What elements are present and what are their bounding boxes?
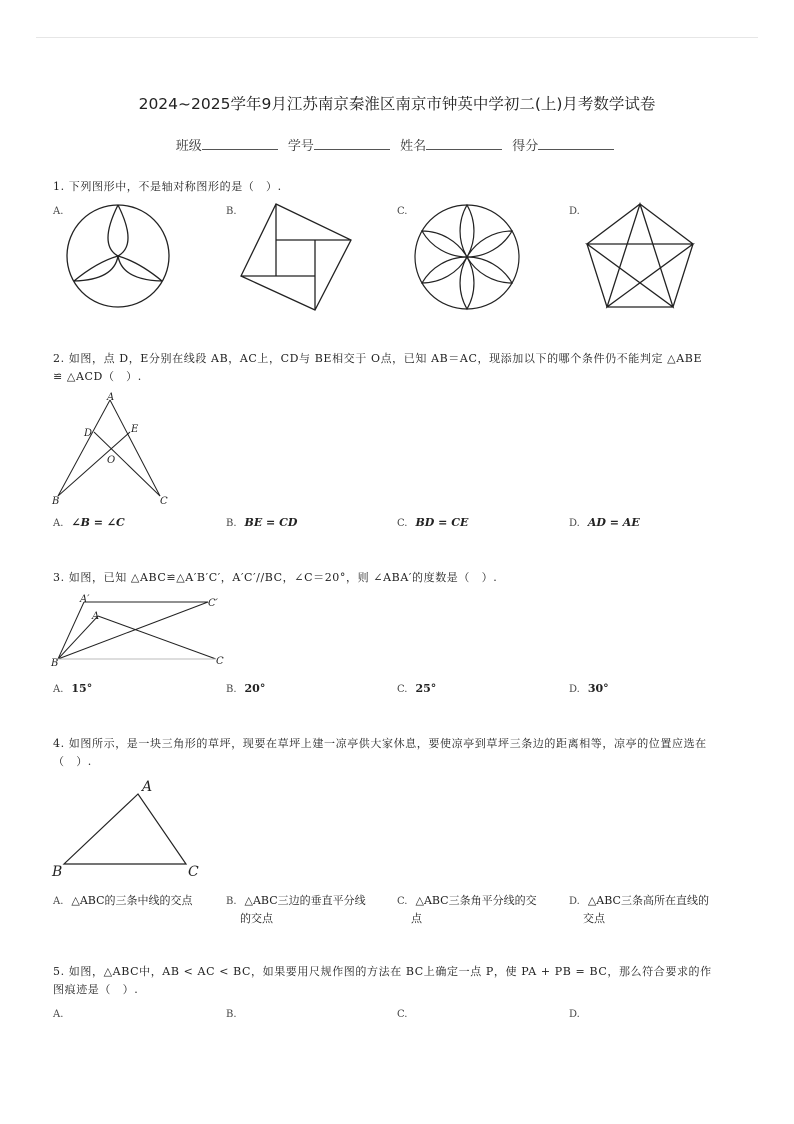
question-4-line-2: （ ）. — [53, 755, 92, 768]
q2-option-c-text: BD = CE — [415, 516, 469, 529]
q4-option-c-label: C. — [397, 896, 408, 907]
score-label: 得分 — [512, 139, 539, 154]
page-title: 2024~2025学年9月江苏南京秦淮区南京市钟英中学初二(上)月考数学试卷 — [138, 95, 656, 113]
q1-figure-b[interactable] — [238, 200, 356, 312]
q2-option-a-text: ∠B = ∠C — [71, 516, 125, 529]
q2-label-o: O — [107, 455, 116, 466]
q3-label-c-prime: C′ — [208, 598, 218, 609]
q4-option-d[interactable] — [569, 892, 739, 928]
q3-label-c: C — [216, 656, 224, 667]
name-field[interactable] — [400, 135, 506, 154]
class-blank[interactable] — [202, 138, 278, 150]
q4-option-a[interactable] — [53, 892, 218, 910]
student-number-blank[interactable] — [314, 138, 390, 150]
q5-option-a-label[interactable]: A. — [53, 1009, 64, 1020]
class-field[interactable] — [176, 135, 282, 154]
q4-label-a: A — [142, 779, 153, 795]
q3-option-d-label: D. — [569, 684, 580, 695]
q2-option-d[interactable] — [569, 516, 640, 529]
student-number-field[interactable] — [288, 135, 394, 154]
q3-option-b-label: B. — [226, 684, 237, 695]
q1-figure-d[interactable] — [580, 200, 700, 312]
q1-option-a-label[interactable]: A. — [53, 206, 64, 217]
q2-label-e: E — [131, 424, 139, 435]
q2-label-d: D — [84, 428, 93, 439]
q3-option-c-text: 25° — [415, 682, 437, 695]
header-divider — [36, 37, 758, 38]
q3-label-b: B — [51, 658, 59, 669]
q4-option-a-label: A. — [53, 896, 64, 907]
q2-option-b[interactable] — [226, 516, 297, 529]
q1-option-c-label[interactable]: C. — [397, 206, 408, 217]
q2-option-d-text: AD = AE — [587, 516, 640, 529]
q2-option-a-label: A. — [53, 518, 64, 529]
student-info-fields — [0, 135, 794, 154]
q1-figure-a[interactable] — [62, 200, 178, 312]
q3-option-a-text: 15° — [71, 682, 93, 695]
q2-figure — [50, 392, 174, 508]
q3-label-a-prime: A′ — [80, 594, 90, 605]
q4-figure — [48, 776, 208, 880]
q3-option-b[interactable] — [226, 682, 265, 695]
q3-option-c-label: C. — [397, 684, 408, 695]
q3-option-c[interactable] — [397, 682, 436, 695]
q3-option-a-label: A. — [53, 684, 64, 695]
q5-option-d-label[interactable]: D. — [569, 1009, 580, 1020]
q2-label-a: A — [107, 392, 115, 403]
q3-label-a: A — [92, 611, 100, 622]
q3-option-d[interactable] — [569, 682, 609, 695]
q4-option-d-text-1: △ABC三条高所在直线的 — [587, 894, 709, 907]
q4-option-d-text-2: 交点 — [583, 912, 605, 925]
question-2-line-2: ≌ △ACD（ ）. — [53, 370, 142, 383]
q5-option-b-label[interactable]: B. — [226, 1009, 237, 1020]
class-label: 班级 — [175, 139, 202, 154]
q2-label-c: C — [160, 496, 168, 507]
q4-label-b: B — [52, 864, 63, 880]
student-number-label: 学号 — [287, 139, 314, 154]
question-4-line-1: 4. 如图所示，是一块三角形的草坪，现要在草坪上建一凉亭供大家休息，要使凉亭到草坪三条边的距离相等，凉亭的位置应选在 — [53, 737, 707, 750]
q2-option-a[interactable] — [53, 516, 125, 529]
q4-option-b[interactable] — [226, 892, 391, 928]
q4-option-b-label: B. — [226, 896, 237, 907]
q2-option-c-label: C. — [397, 518, 408, 529]
score-field[interactable] — [512, 135, 618, 154]
q4-option-b-text-2: 的交点 — [240, 912, 273, 925]
name-blank[interactable] — [426, 138, 502, 150]
q4-option-c-text-2: 点 — [411, 912, 422, 925]
q2-option-d-label: D. — [569, 518, 580, 529]
question-5-line-2: 图痕迹是（ ）. — [53, 983, 139, 996]
q1-option-d-label[interactable]: D. — [569, 206, 580, 217]
question-5-line-1: 5. 如图，△ABC中，AB < AC < BC，如果要用尺规作图的方法在 BC上确定一点 P，使 PA + PB = BC，那么符合要求的作 — [53, 965, 712, 978]
question-3-text: 3. 如图，已知 △ABC≌△A′B′C′，A′C′//BC，∠C＝20°，则 ∠ABA′的度数是（ ）. — [53, 571, 498, 584]
q4-option-a-text: △ABC的三条中线的交点 — [71, 894, 193, 907]
q4-label-c: C — [188, 864, 199, 880]
q4-option-c[interactable] — [397, 892, 562, 928]
q3-option-d-text: 30° — [587, 682, 609, 695]
question-1-text: 1. 下列图形中，不是轴对称图形的是（ ）. — [53, 180, 282, 193]
q3-option-a[interactable] — [53, 682, 92, 695]
q3-figure — [48, 592, 232, 670]
q4-option-b-text-1: △ABC三边的垂直平分线 — [244, 894, 366, 907]
q1-figure-c[interactable] — [410, 200, 526, 314]
q4-option-c-text-1: △ABC三条角平分线的交 — [415, 894, 537, 907]
q2-option-b-label: B. — [226, 518, 237, 529]
name-label: 姓名 — [400, 139, 427, 154]
q2-option-c[interactable] — [397, 516, 468, 529]
q5-option-c-label[interactable]: C. — [397, 1009, 408, 1020]
question-2-line-1: 2. 如图，点 D，E分别在线段 AB，AC上，CD与 BE相交于 O点，已知 AB＝AC，现添加以下的哪个条件仍不能判定 △ABE — [53, 352, 703, 365]
q1-option-b-label[interactable]: B. — [226, 206, 237, 217]
q3-option-b-text: 20° — [244, 682, 266, 695]
score-blank[interactable] — [538, 138, 614, 150]
q4-option-d-label: D. — [569, 896, 580, 907]
q2-label-b: B — [52, 496, 60, 507]
q2-option-b-text: BE = CD — [244, 516, 298, 529]
